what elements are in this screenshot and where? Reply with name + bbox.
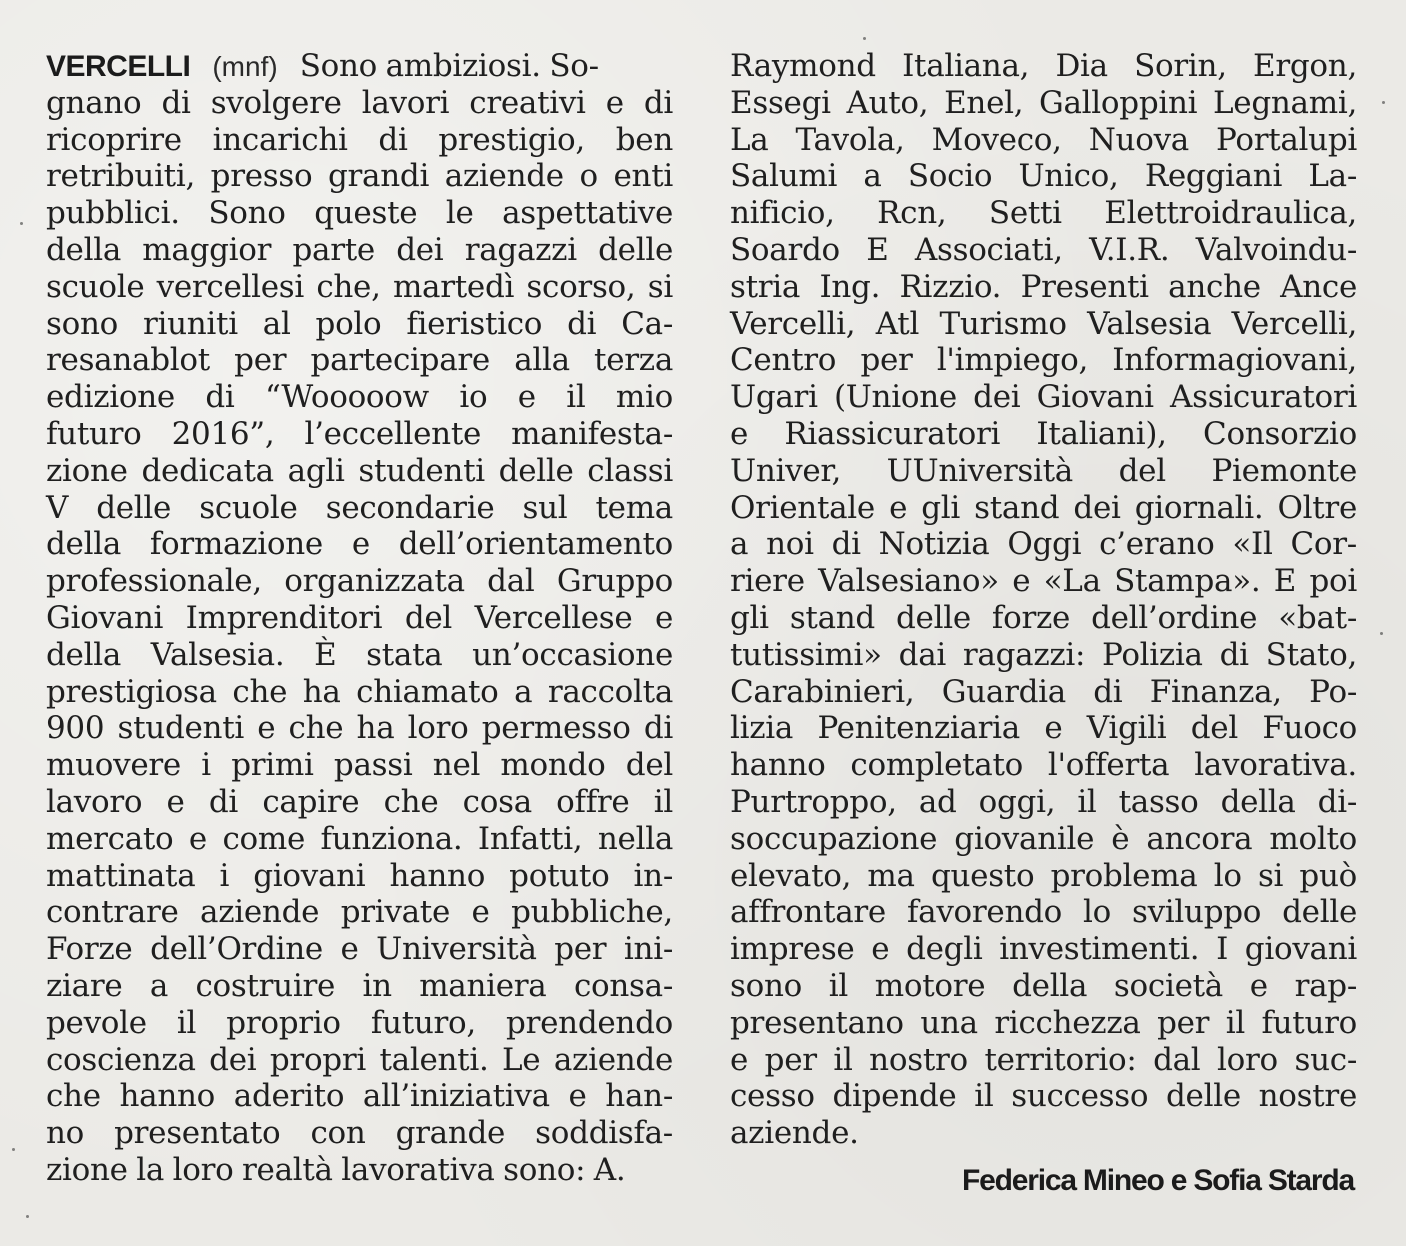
- article-column-right: [730, 48, 1357, 1152]
- text-line: pevole il proprio futuro, prendendo: [46, 1004, 673, 1041]
- article-column-left: [46, 48, 673, 1189]
- scan-speck: [12, 1148, 15, 1151]
- text-line: gli stand delle forze dell’ordine «bat-: [730, 599, 1357, 636]
- text-line: della formazione e dell’orientamento: [46, 526, 673, 563]
- text-line: futuro 2016”, l’eccellente manifesta-: [46, 415, 673, 452]
- text-line: elevato, ma questo problema lo si può: [730, 857, 1357, 894]
- byline: Federica Mineo e Sofia Starda: [962, 1164, 1354, 1197]
- scan-speck: [26, 1215, 29, 1218]
- text-line: e Riassicuratori Italiani), Consorzio: [730, 415, 1357, 452]
- text-line: Vercelli, Atl Turismo Valsesia Vercelli,: [730, 305, 1357, 342]
- text-line: riere Valsesiano» e «La Stampa». E poi: [730, 563, 1357, 600]
- text-line: Raymond Italiana, Dia Sorin, Ergon,: [730, 48, 1357, 84]
- text-line: mercato e come funziona. Infatti, nella: [46, 820, 673, 857]
- text-line: Giovani Imprenditori del Vercellese e: [46, 599, 673, 636]
- text-line: retribuiti, presso grandi aziende o enti: [46, 158, 673, 195]
- text-line: nificio, Rcn, Setti Elettroidraulica,: [730, 195, 1357, 232]
- text-line: V delle scuole secondarie sul tema: [46, 489, 673, 526]
- text-line: della Valsesia. È stata un’occasione: [46, 636, 673, 673]
- text-line: che hanno aderito all’iniziativa e han-: [46, 1078, 673, 1115]
- text-line: coscienza dei propri talenti. Le aziende: [46, 1041, 673, 1078]
- text-line: zione dedicata agli studenti delle classi: [46, 452, 673, 489]
- text-line: della maggior parte dei ragazzi delle: [46, 231, 673, 268]
- text-line: zione la loro realtà lavorativa sono: A.: [46, 1151, 626, 1188]
- text-line: sono riuniti al polo fieristico di Ca-: [46, 305, 673, 342]
- lead-text: Sono ambiziosi. So-: [299, 48, 599, 84]
- text-line: ziare a costruire in maniera consa-: [46, 967, 673, 1004]
- text-line: no presentato con grande soddisfa-: [46, 1115, 673, 1152]
- text-line: lavoro e di capire che cosa offre il: [46, 783, 673, 820]
- text-line: Ugari (Unione dei Giovani Assicuratori: [730, 379, 1357, 416]
- text-line: soccupazione giovanile è ancora molto: [730, 820, 1357, 857]
- text-line: lizia Penitenziaria e Vigili del Fuoco: [730, 710, 1357, 747]
- lead-line: [46, 48, 673, 85]
- text-line: Forze dell’Ordine e Università per ini-: [46, 931, 673, 968]
- text-line: e per il nostro territorio: dal loro suc-: [730, 1041, 1357, 1078]
- text-line: affrontare favorendo lo sviluppo delle: [730, 894, 1357, 931]
- text-line: gnano di svolgere lavori creativi e di: [46, 84, 673, 121]
- text-line: presentano una ricchezza per il futuro: [730, 1004, 1357, 1041]
- text-line: Purtroppo, ad oggi, il tasso della di-: [730, 783, 1357, 820]
- text-line: Essegi Auto, Enel, Galloppini Legnami,: [730, 84, 1357, 121]
- text-line: Orientale e gli stand dei giornali. Oltre: [730, 489, 1357, 526]
- text-line: La Tavola, Moveco, Nuova Portalupi: [730, 121, 1357, 158]
- text-line: edizione di “Wooooow io e il mio: [46, 379, 673, 416]
- text-line: hanno completato l'offerta lavorativa.: [730, 747, 1357, 784]
- text-line: stria Ing. Rizzio. Presenti anche Ance: [730, 268, 1357, 305]
- dateline: VERCELLI: [46, 50, 191, 83]
- text-line: resanablot per partecipare alla terza: [46, 342, 673, 379]
- text-line: prestigiosa che ha chiamato a raccolta: [46, 673, 673, 710]
- text-line: aziende.: [730, 1115, 859, 1152]
- text-line: imprese e degli investimenti. I giovani: [730, 931, 1357, 968]
- scan-speck: [1382, 101, 1385, 104]
- text-line: mattinata i giovani hanno potuto in-: [46, 857, 673, 894]
- left-column-lines: [46, 85, 673, 1189]
- scan-speck: [863, 37, 866, 40]
- scan-speck: [1380, 632, 1383, 635]
- agency-tag: (mnf): [212, 51, 278, 82]
- text-line: Centro per l'impiego, Informagiovani,: [730, 342, 1357, 379]
- text-line: 900 studenti e che ha loro permesso di: [46, 710, 673, 747]
- text-line: sono il motore della società e rap-: [730, 967, 1357, 1004]
- text-line: cesso dipende il successo delle nostre: [730, 1078, 1357, 1115]
- text-line: Carabinieri, Guardia di Finanza, Po-: [730, 673, 1357, 710]
- text-line: tutissimi» dai ragazzi: Polizia di Stato,: [730, 636, 1357, 673]
- scan-speck: [20, 222, 23, 225]
- text-line: pubblici. Sono queste le aspettative: [46, 195, 673, 232]
- text-line: scuole vercellesi che, martedì scorso, si: [46, 268, 673, 305]
- text-line: Salumi a Socio Unico, Reggiani La-: [730, 158, 1357, 195]
- text-line: Univer, UUniversità del Piemonte: [730, 452, 1357, 489]
- text-line: contrare aziende private e pubbliche,: [46, 894, 673, 931]
- text-line: professionale, organizzata dal Gruppo: [46, 563, 673, 600]
- text-line: muovere i primi passi nel mondo del: [46, 747, 673, 784]
- text-line: a noi di Notizia Oggi c’erano «Il Cor-: [730, 526, 1357, 563]
- text-line: ricoprire incarichi di prestigio, ben: [46, 121, 673, 158]
- text-line: Soardo E Associati, V.I.R. Valvoindu-: [730, 231, 1357, 268]
